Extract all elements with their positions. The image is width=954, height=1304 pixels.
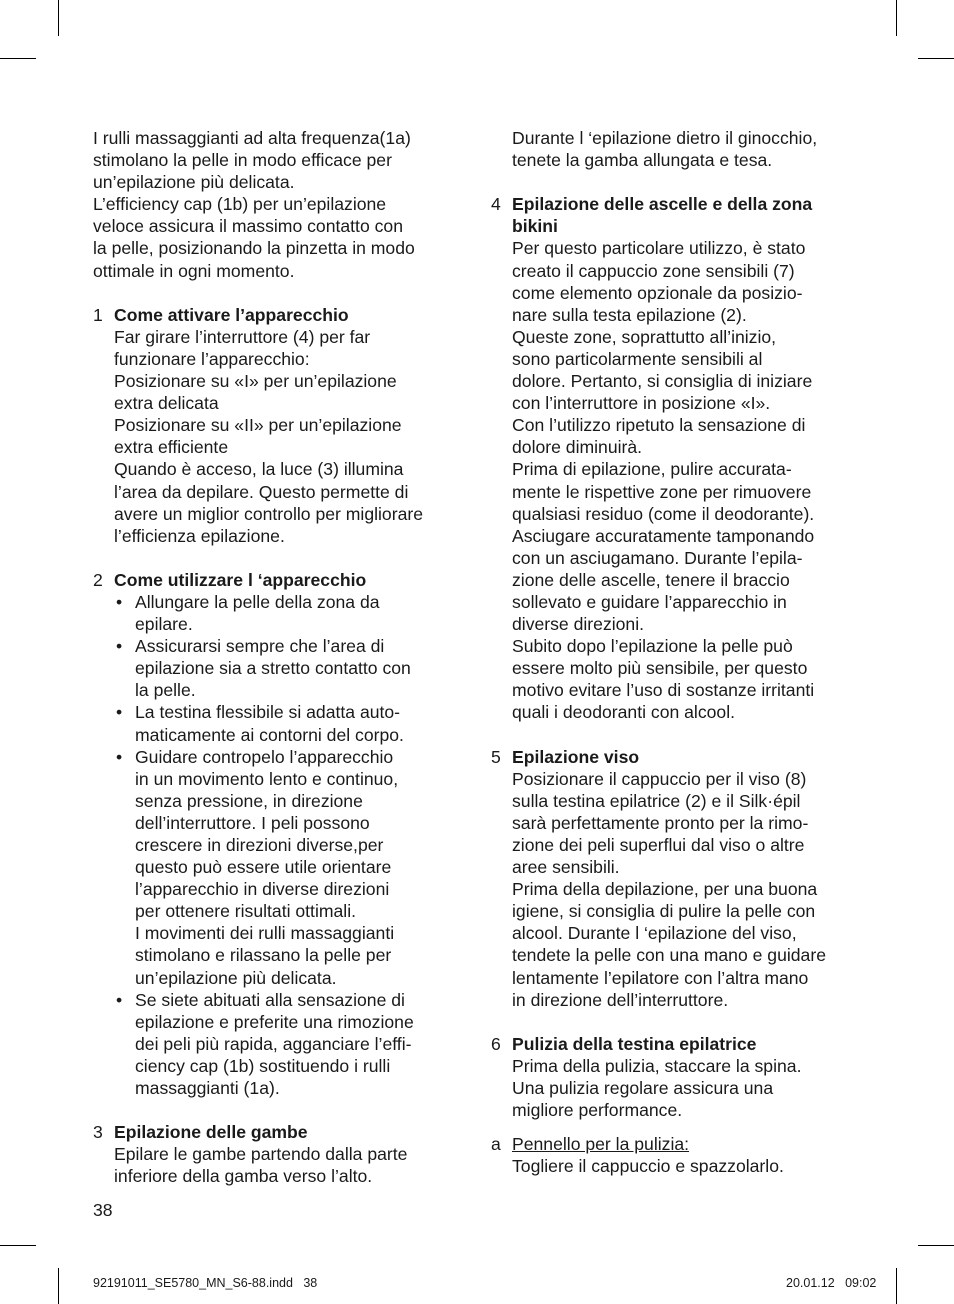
section-heading: Come utilizzare l ‘apparecchio [114,569,367,590]
text-line: dolore diminuirà. [512,437,643,458]
text-line: per ottenere risultati ottimali. [135,901,356,922]
text-line: Posizionare su «II» per un’epilazione [114,415,402,436]
section-heading: Pennello per la pulizia: [512,1134,690,1155]
bullet-icon: • [116,702,123,723]
text-line: I movimenti dei rulli massaggianti [135,923,395,944]
text-line: ciency cap (1b) sostituendo i rulli [135,1055,391,1076]
text-line: questo può essere utile orientare [135,857,392,878]
section-heading: Pulizia della testina epilatrice [512,1033,757,1054]
text-line: zione delle ascelle, tenere il braccio [512,569,790,590]
section-5-face [491,746,866,1011]
crop-mark-bottom-right-v [896,1268,897,1304]
text-line: essere molto più sensibile, per questo [512,658,808,679]
crop-mark-bottom-left-h [0,1245,36,1246]
text-line: stimolano e rilassano la pelle per [135,945,392,966]
text-line: creato il cappuccio zone sensibili (7) [512,260,795,281]
text-line: un’epilazione più delicata. [135,967,337,988]
text-line: senza pressione, in direzione [135,790,363,811]
text-line: massaggianti (1a). [135,1078,280,1099]
text-line: epilazione sia a stretto contatto con [135,658,411,679]
text-line: con un asciugamano. Durante l’epila- [512,547,803,568]
section-heading: Epilazione delle ascelle e della zona [512,194,813,215]
text-line: I rulli massaggianti ad alta frequenza(1a) [93,128,411,148]
section-4-underarms-bikini [491,193,866,723]
text-line: Posizionare su «I» per un’epilazione [114,371,397,392]
text-line: l’efficienza epilazione. [114,525,285,546]
text-line: qualsiasi residuo (come il deodorante). [512,503,815,524]
section-heading: Come attivare l’apparecchio [114,304,349,325]
text-line: igiene, si consiglia di pulire la pelle con [512,901,816,922]
text-line: quali i deodoranti con alcool. [512,702,736,723]
text-line: Se siete abituati alla sensazione di [135,989,405,1010]
text-line: L’efficiency cap (1b) per un’epilazione [93,194,387,215]
text-line: sarà perfettamente pronto per la rimo- [512,812,809,833]
text-line: Prima della depilazione, per una buona [512,879,818,900]
bullet-icon: • [116,746,123,767]
text-line: l’area da depilare. Questo permette di [114,481,409,502]
section-number: 2 [93,569,103,590]
text-line: Prima di epilazione, pulire accurata- [512,459,792,480]
intro-paragraph [93,127,465,282]
text-line: epilare. [135,614,193,635]
text-line: Con l’utilizzo ripetuto la sensazione di [512,415,806,436]
text-line: mente le rispettive zone per rimuovere [512,481,812,502]
text-line: un’epilazione più delicata. [93,172,295,193]
section-3-legs [93,1121,465,1187]
text-line: alcool. Durante l ‘epilazione del viso, [512,923,797,944]
text-line: Togliere il cappuccio e spazzolarlo. [512,1156,784,1177]
bullet-item [114,701,465,745]
text-line: Per questo particolare utilizzo, è stato [512,238,806,259]
crop-mark-top-right-v [896,0,897,36]
bullet-icon: • [116,591,123,612]
text-line: ottimale in ogni momento. [93,260,295,281]
text-line: tenete la gamba allungata e tesa. [512,150,773,171]
text-line: Quando è acceso, la luce (3) illumina [114,459,404,480]
bullet-item [114,635,465,701]
text-line: zione dei peli superflui dal viso o altre [512,835,805,855]
text-line: Allungare la pelle della zona da [135,591,380,612]
text-line: inferiore della gamba verso l’alto. [114,1166,373,1187]
section-a-brush [491,1133,866,1177]
text-line: aree sensibili. [512,857,620,878]
section-number: 4 [491,194,501,215]
text-line: La testina flessibile si adatta auto- [135,702,401,723]
text-line: veloce assicura il massimo contatto con [93,216,403,237]
section-heading: Epilazione viso [512,746,640,767]
text-line: Una pulizia regolare assicura una [512,1078,774,1099]
text-line: dolore. Pertanto, si consiglia di iniziare [512,371,813,392]
text-line: Guidare contropelo l’apparecchio [135,746,394,767]
text-line: come elemento opzionale da posizio- [512,282,803,303]
text-line: lentamente l’epilatore con l’altra mano [512,967,809,988]
text-line: nare sulla testa epilazione (2). [512,304,747,325]
section-number: 6 [491,1033,501,1054]
text-line: avere un miglior controllo per migliorare [114,503,423,524]
crop-mark-top-right-h [918,58,954,59]
text-line: sollevato e guidare l’apparecchio in [512,591,787,612]
crop-mark-bottom-right-h [918,1245,954,1246]
text-line: extra delicata [114,393,219,414]
date-slug: 20.01.12 09:02 [786,1276,877,1290]
text-line: Asciugare accuratamente tamponando [512,525,815,546]
section-3-continued [491,127,866,171]
text-line: sono particolarmente sensibili al [512,348,763,369]
file-slug: 92191011_SE5780_MN_S6-88.indd 38 [93,1276,318,1290]
text-line: dei peli più rapida, agganciare l’effi- [135,1033,412,1054]
section-2-usage [93,569,465,1099]
left-column [93,127,465,1188]
right-column [491,127,866,1177]
text-line: crescere in direzioni diverse,per [135,835,384,855]
text-line: dell’interruttore. I peli possono [135,812,370,833]
text-line: la pelle. [135,680,196,701]
crop-mark-top-left-h [0,58,36,59]
text-line: funzionare l’apparecchio: [114,348,310,369]
text-line: stimolano la pelle in modo efficace per [93,150,392,171]
bullet-item [114,746,465,989]
text-line: l’apparecchio in diverse direzioni [135,879,390,900]
text-line: in direzione dell’interruttore. [512,989,729,1010]
section-number: 5 [491,746,501,767]
crop-mark-top-left-v [58,0,59,36]
text-line: Durante l ‘epilazione dietro il ginocchio, [512,128,818,148]
section-number: 1 [93,304,103,325]
bullet-icon: • [116,989,123,1010]
text-line: epilazione e preferite una rimozione [135,1011,414,1032]
text-line: sulla testina epilatrice (2) e il Silk·épil [512,790,801,811]
section-heading: Epilazione delle gambe [114,1122,308,1143]
text-line: in un movimento lento e continuo, [135,768,399,789]
crop-mark-bottom-left-v [58,1268,59,1304]
text-line: Assicurarsi sempre che l’area di [135,636,385,657]
section-1-activate [93,304,465,547]
text-line: Posizionare il cappuccio per il viso (8) [512,768,807,789]
text-line: Epilare le gambe partendo dalla parte [114,1144,408,1165]
bullet-icon: • [116,636,123,657]
text-line: migliore performance. [512,1100,683,1121]
section-number: a [491,1134,501,1155]
page-number: 38 [93,1200,113,1220]
text-line: Far girare l’interruttore (4) per far [114,326,371,347]
text-line: con l’interruttore in posizione «I». [512,393,771,414]
text-line: tendete la pelle con una mano e guidare [512,945,826,966]
text-line: maticamente ai contorni del corpo. [135,724,404,745]
text-line: la pelle, posizionando la pinzetta in modo [93,238,415,259]
bullet-item [114,989,465,1099]
bullet-item [114,591,465,635]
text-line: Prima della pulizia, staccare la spina. [512,1055,802,1076]
text-line: Queste zone, soprattutto all’inizio, [512,326,777,347]
text-line: diverse direzioni. [512,614,645,635]
text-line: Subito dopo l’epilazione la pelle può [512,636,793,657]
text-line: extra efficiente [114,437,229,458]
text-line: motivo evitare l’uso di sostanze irritanti [512,680,815,701]
section-heading: bikini [512,216,558,237]
section-6-cleaning [491,1033,866,1121]
section-number: 3 [93,1122,103,1143]
